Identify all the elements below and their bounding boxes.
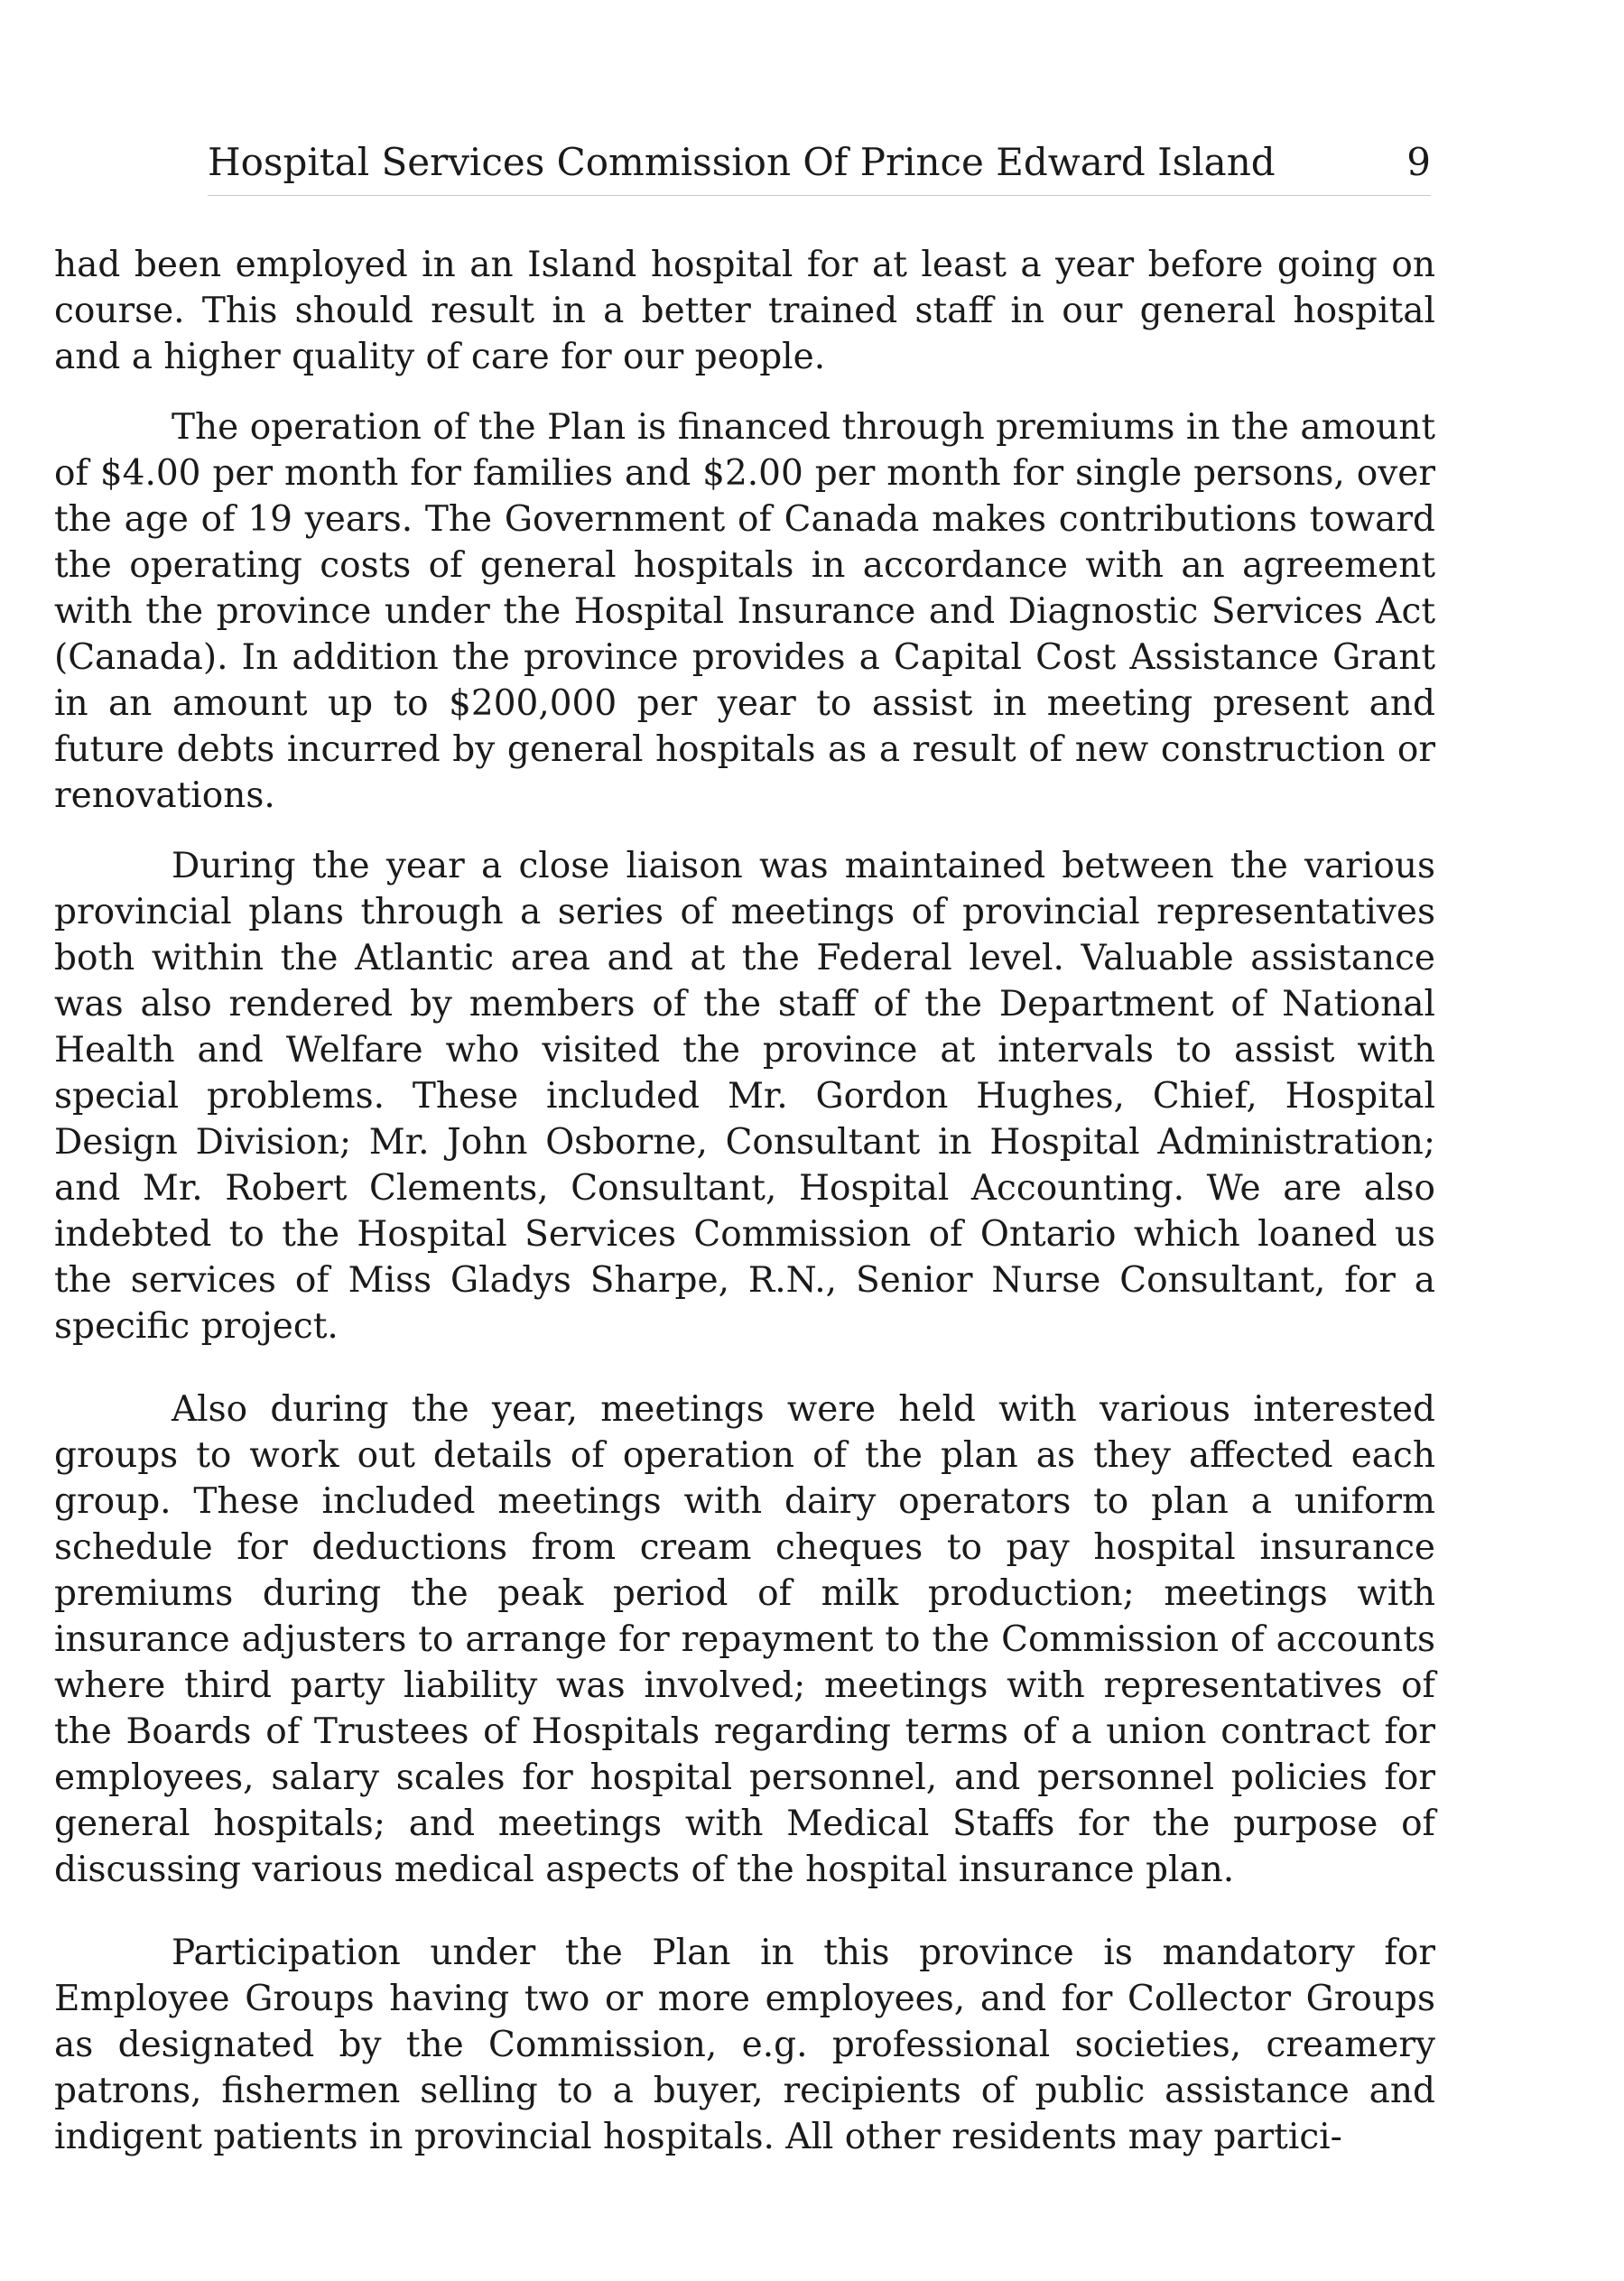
- body-text: [54, 242, 1435, 2160]
- header-rule: [208, 195, 1431, 196]
- paragraph-meetings: Also during the year, meetings were held with various interested groups to work out details of operation of the plan as they affected each group. These included meetings with dairy operators to plan a uniform schedule for deductions from cream cheques to pay hospital insurance premiums during the peak period of milk production; meetings with insurance adjusters to arrange for repayment to the Commission of accounts where third party liability was involved; meetings with representatives of the Boards of Trustees of Hospitals regarding terms of a union contract for employees, salary scales for hospital personnel, and personnel policies for general hospitals; and meetings with Medical Staffs for the purpose of discussing various medical aspects of the hospital insurance plan.: [54, 1389, 1435, 1890]
- paragraph-continued: had been employed in an Island hospital for at least a year before going on course. This should result in a better trained staff in our general hospital and a higher quality of care for our people.: [54, 245, 1435, 377]
- running-header: [208, 135, 1431, 190]
- page-number: 9: [1406, 140, 1431, 184]
- paragraph-liaison: During the year a close liaison was maintained between the various provincial plans through a series of meetings of provincial representatives both within the Atlantic area and at the Federal level. Valuable assistance was also rendered by members of the staff of the Department of National Health and Welfare who visited the province at intervals to assist with special problems. These included Mr. Gordon Hughes, Chief, Hospital Design Division; Mr. John Osborne, Consultant in Hospital Administration; and Mr. Robert Clements, Consultant, Hospital Accounting. We are also indebted to the Hospital Services Commission of Ontario which loaned us the services of Miss Gladys Sharpe, R.N., Senior Nurse Consultant, for a specific project.: [54, 846, 1435, 1347]
- paragraph-financing: The operation of the Plan is financed through premiums in the amount of $4.00 per month for families and $2.00 per month for single persons, over the age of 19 years. The Government of Canada makes contributions toward the operating costs of general hospitals in accordance with an agreement with the province under the Hospital Insurance and Diagnostic Services Act (Canada). In addition the province provides a Capital Cost Assistance Grant in an amount up to $200,000 per year to assist in meeting present and future debts incurred by general hospitals as a result of new construction or renovations.: [54, 407, 1435, 816]
- paragraph-participation: Participation under the Plan in this province is mandatory for Employee Groups having two or more employees, and for Collector Groups as designated by the Commission, e.g. professional societies, creamery patrons, fishermen selling to a buyer, recipients of public assistance and indigent patients in provincial hospitals. All other residents may partici-: [54, 1933, 1435, 2157]
- header-title: Hospital Services Commission Of Prince Edward Island: [208, 140, 1276, 184]
